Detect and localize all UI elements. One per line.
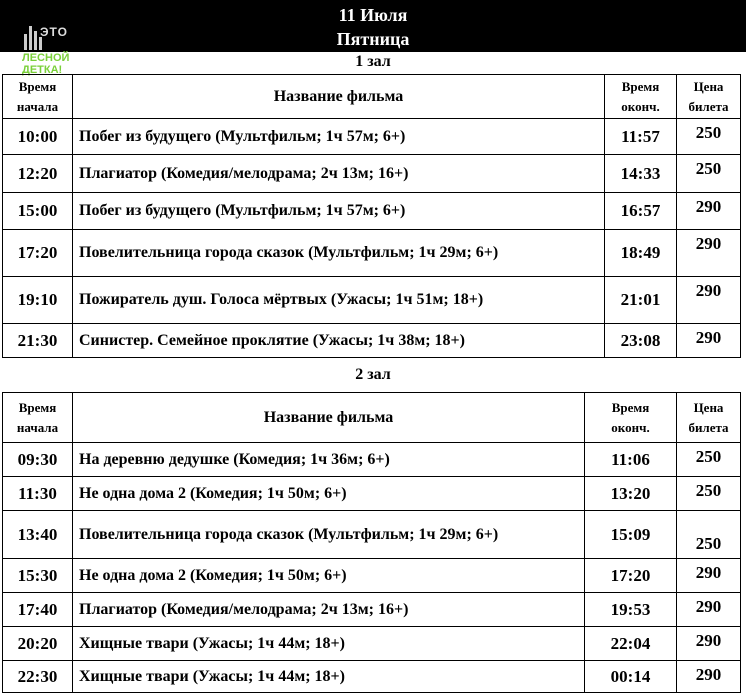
ticket-price: 290	[677, 230, 741, 277]
film-title: Хищные твари (Ужасы; 1ч 44м; 18+)	[73, 661, 585, 693]
start-time: 15:30	[3, 559, 73, 593]
hall-2-table	[2, 392, 741, 693]
table-header-row	[3, 75, 741, 119]
start-time: 15:00	[3, 193, 73, 230]
film-title: Пожиратель душ. Голоса мёртвых (Ужасы; 1ч 51м; 18+)	[73, 277, 605, 324]
film-title: Побег из будущего (Мультфильм; 1ч 57м; 6+)	[73, 119, 605, 155]
column-header-price: Цена билета	[677, 75, 741, 119]
end-time: 18:49	[605, 230, 677, 277]
end-time: 14:33	[605, 155, 677, 193]
column-header-start: Время начала	[3, 393, 73, 443]
hall-1-title: 1 зал	[355, 53, 391, 70]
start-time: 17:40	[3, 593, 73, 627]
start-time: 11:30	[3, 477, 73, 511]
end-time: 11:57	[605, 119, 677, 155]
end-time: 13:20	[585, 477, 677, 511]
end-time: 15:09	[585, 511, 677, 559]
ticket-price: 250	[677, 477, 741, 511]
weekday-label: Пятница	[336, 29, 410, 49]
end-time: 23:08	[605, 324, 677, 358]
ticket-price: 250	[677, 119, 741, 155]
logo-text-top: ЭТО	[40, 25, 68, 39]
ticket-price: 290	[677, 627, 741, 661]
table-row	[3, 593, 741, 627]
ticket-price: 250	[677, 155, 741, 193]
film-title: Плагиатор (Комедия/мелодрама; 2ч 13м; 16+)	[73, 155, 605, 193]
film-title: Плагиатор (Комедия/мелодрама; 2ч 13м; 16+)	[73, 593, 585, 627]
table-row	[3, 559, 741, 593]
start-time: 20:20	[3, 627, 73, 661]
table-header-row	[3, 393, 741, 443]
table-row	[3, 627, 741, 661]
start-time: 13:40	[3, 511, 73, 559]
table-row	[3, 324, 741, 358]
end-time: 17:20	[585, 559, 677, 593]
table-row	[3, 119, 741, 155]
film-title: Хищные твари (Ужасы; 1ч 44м; 18+)	[73, 627, 585, 661]
start-time: 17:20	[3, 230, 73, 277]
ticket-price: 290	[677, 661, 741, 693]
ticket-price: 290	[677, 324, 741, 358]
end-time: 00:14	[585, 661, 677, 693]
ticket-price: 250	[677, 443, 741, 477]
table-row	[3, 511, 741, 559]
table-row	[3, 193, 741, 230]
film-title: Синистер. Семейное проклятие (Ужасы; 1ч 38м; 18+)	[73, 324, 605, 358]
ticket-price: 290	[677, 277, 741, 324]
column-header-end: Время оконч.	[605, 75, 677, 119]
start-time: 10:00	[3, 119, 73, 155]
film-title: Не одна дома 2 (Комедия; 1ч 50м; 6+)	[73, 477, 585, 511]
start-time: 19:10	[3, 277, 73, 324]
start-time: 22:30	[3, 661, 73, 693]
film-title: Повелительница города сказок (Мультфильм; 1ч 29м; 6+)	[73, 230, 605, 277]
end-time: 16:57	[605, 193, 677, 230]
film-title: Побег из будущего (Мультфильм; 1ч 57м; 6+)	[73, 193, 605, 230]
start-time: 12:20	[3, 155, 73, 193]
column-header-end: Время оконч.	[585, 393, 677, 443]
ticket-price: 290	[677, 193, 741, 230]
table-row	[3, 443, 741, 477]
film-title: Не одна дома 2 (Комедия; 1ч 50м; 6+)	[73, 559, 585, 593]
start-time: 21:30	[3, 324, 73, 358]
column-header-title: Название фильма	[73, 75, 605, 119]
ticket-price: 250	[677, 511, 741, 559]
end-time: 22:04	[585, 627, 677, 661]
hall-1-table	[2, 74, 741, 358]
table-row	[3, 230, 741, 277]
table-row	[3, 661, 741, 693]
table-row	[3, 477, 741, 511]
ticket-price: 290	[677, 593, 741, 627]
film-title: Повелительница города сказок (Мультфильм; 1ч 29м; 6+)	[73, 511, 585, 559]
logo-text-bottom: ЛЕСНОЙ ДЕТКА!	[22, 52, 70, 76]
table-row	[3, 155, 741, 193]
ticket-price: 290	[677, 559, 741, 593]
column-header-title: Название фильма	[73, 393, 585, 443]
date-label: 11 Июля	[338, 5, 408, 25]
start-time: 09:30	[3, 443, 73, 477]
hall-2-title: 2 зал	[355, 366, 391, 383]
end-time: 21:01	[605, 277, 677, 324]
column-header-start: Время начала	[3, 75, 73, 119]
column-header-price: Цена билета	[677, 393, 741, 443]
date-banner	[0, 0, 746, 52]
end-time: 19:53	[585, 593, 677, 627]
end-time: 11:06	[585, 443, 677, 477]
film-title: На деревню дедушке (Комедия; 1ч 36м; 6+)	[73, 443, 585, 477]
table-row	[3, 277, 741, 324]
